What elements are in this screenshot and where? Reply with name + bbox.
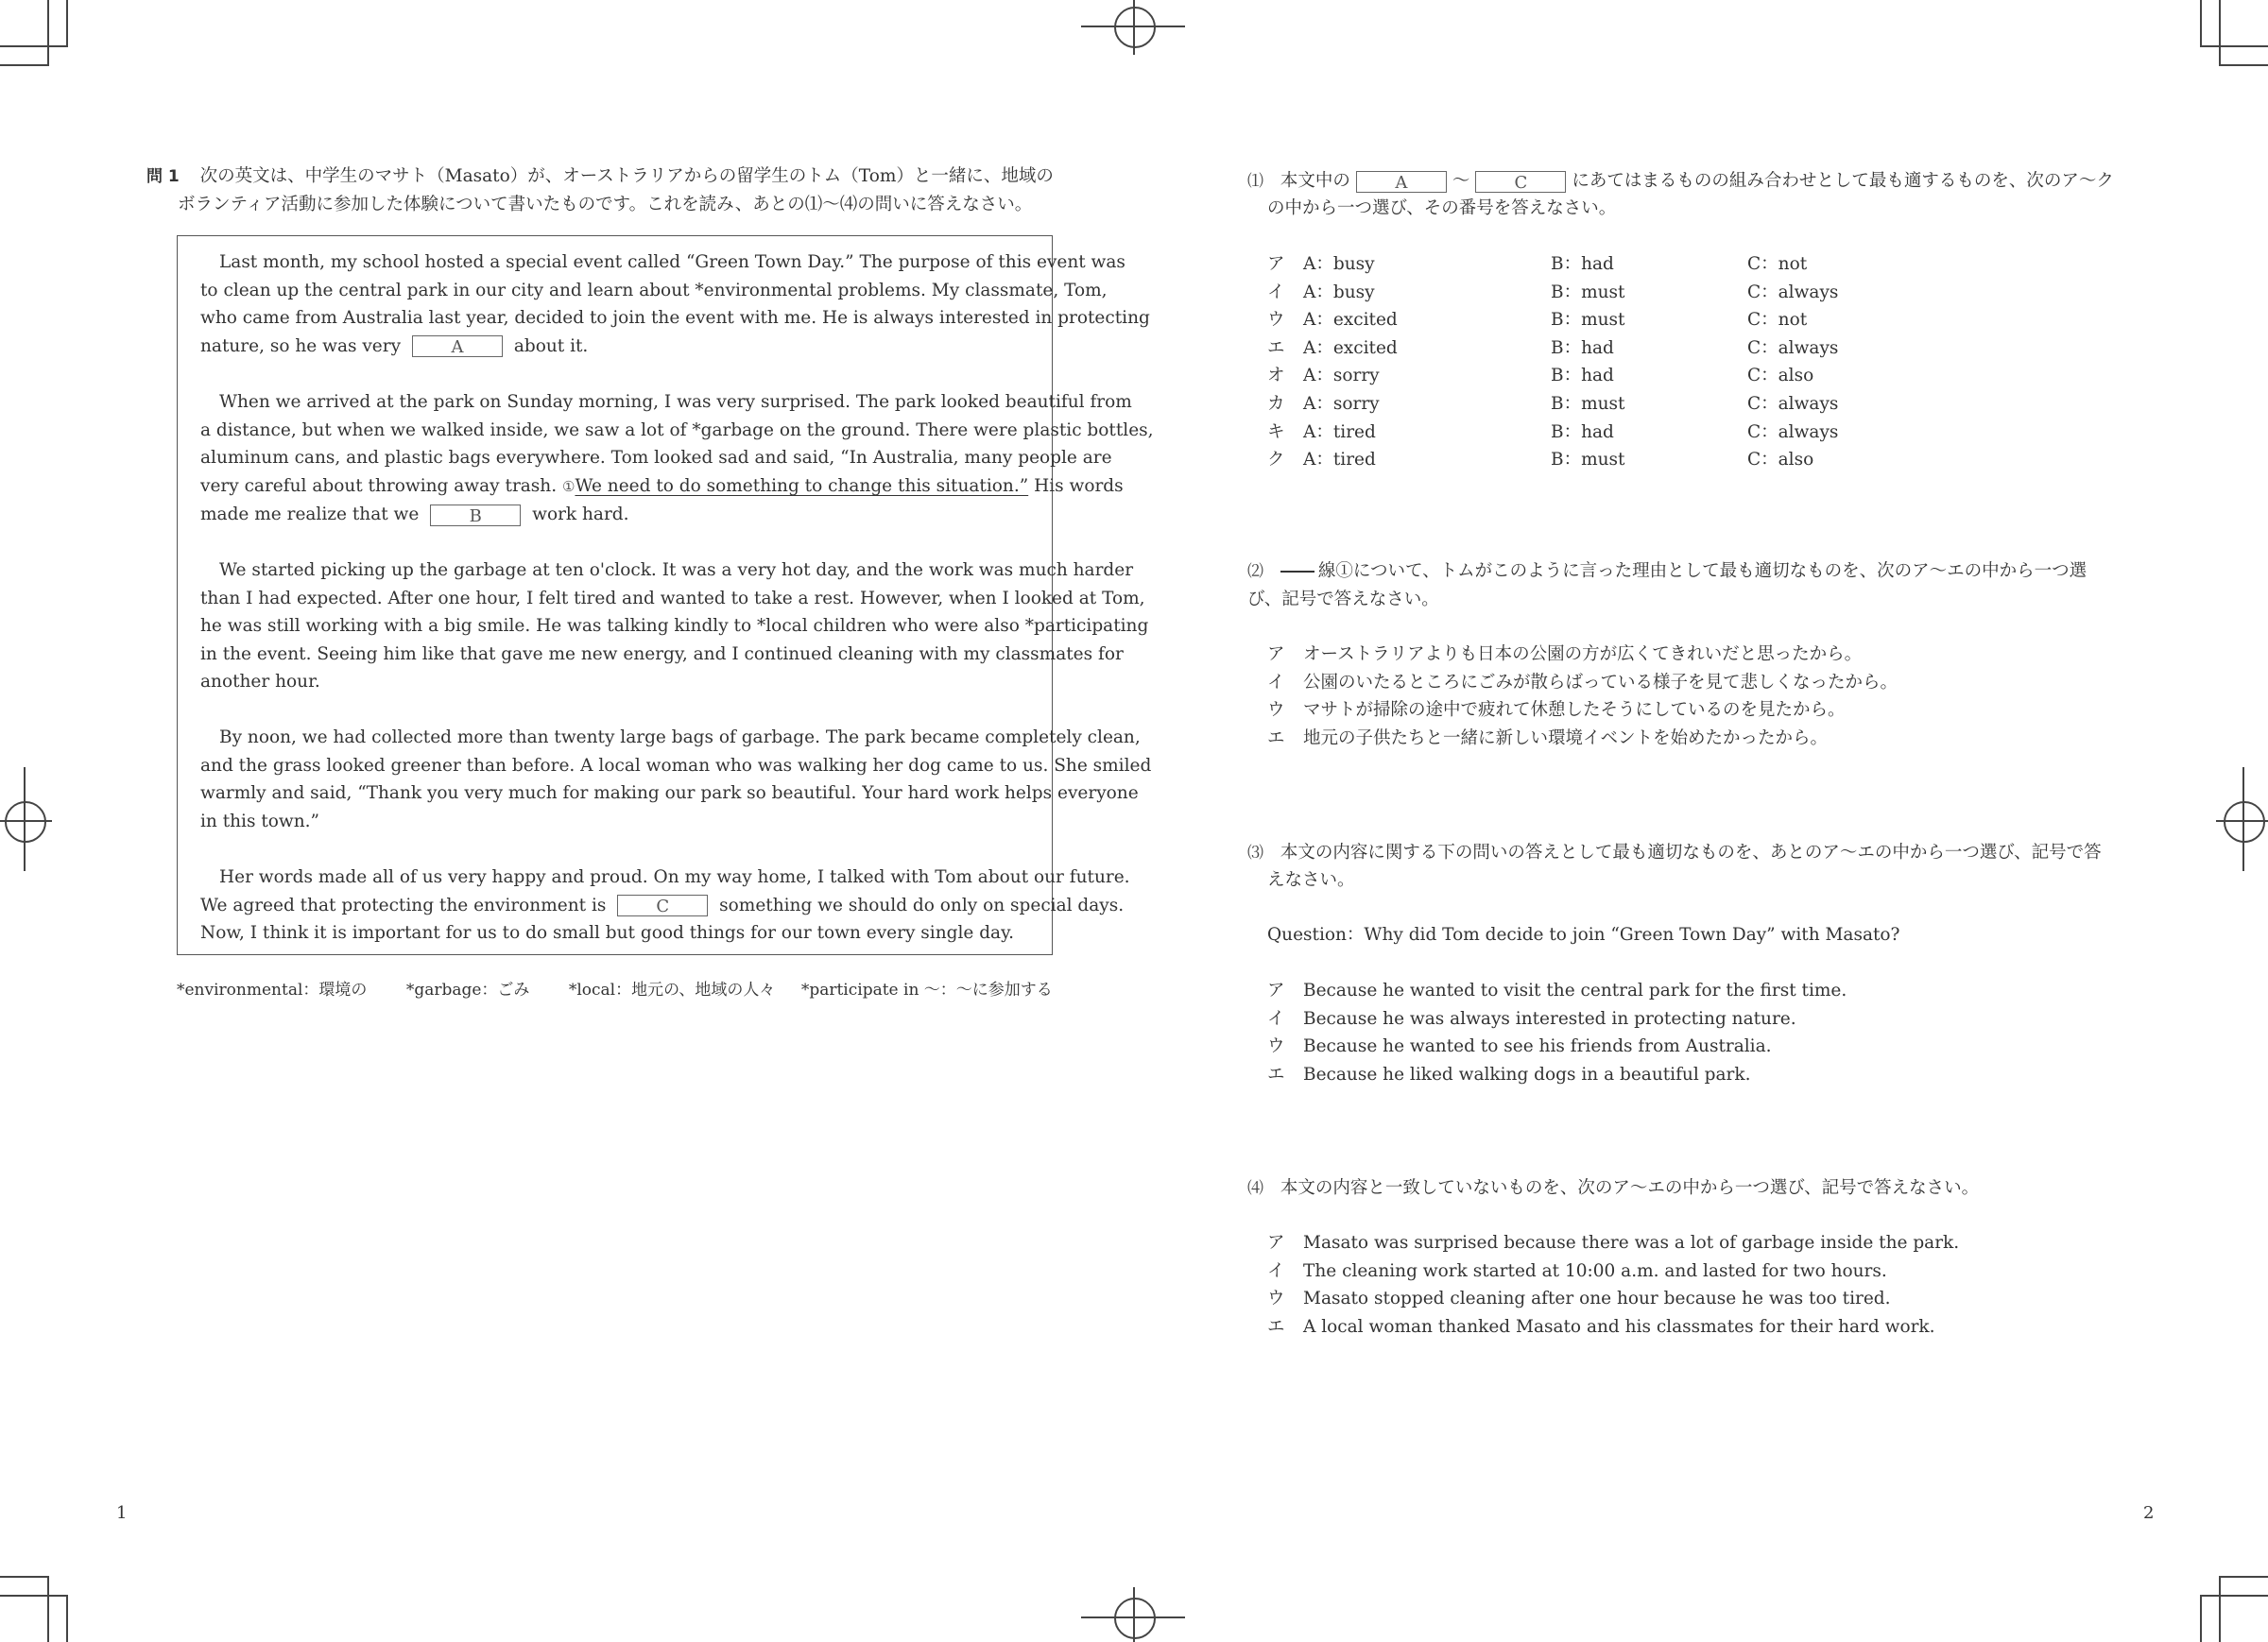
text: 本文中の: [1280, 171, 1350, 191]
passage-line: Last month, my school hosted a special event called “Green Town Day.” The purpose of this event was: [219, 252, 1125, 272]
blank-c-ref: C: [1475, 171, 1566, 193]
option-b: B：had: [1551, 366, 1614, 386]
answer-option: [1267, 279, 1838, 307]
footnote: *participate in 〜：〜に参加する: [800, 981, 1053, 1000]
subquestion-2: [1247, 557, 2087, 587]
subquestion-1: [1247, 167, 2114, 197]
underlined-sentence: We need to do something to change this situation.”: [575, 475, 1029, 496]
option-a: A：busy: [1303, 254, 1375, 274]
passage-line: than I had expected. After one hour, I felt tired and wanted to take a rest. However, when I looked at Tom,: [200, 588, 1145, 608]
option-b: B：had: [1551, 421, 1614, 442]
option-text: A local woman thanked Masato and his classmates for their hard work.: [1303, 1316, 1935, 1337]
passage-line: [200, 472, 1154, 502]
passage-line: [200, 501, 1154, 529]
option-label: エ: [1267, 727, 1285, 748]
blank-b: B: [430, 505, 521, 526]
blank-a-ref: A: [1356, 171, 1447, 193]
option-label: イ: [1267, 282, 1285, 302]
paragraph-1: [200, 248, 1150, 360]
page-number-right: 2: [2143, 1503, 2155, 1523]
passage-line: he was still working with a big smile. He was talking kindly to *local children who were also *participating: [200, 616, 1149, 637]
passage-line: who came from Australia last year, decided to join the event with me. He is always interested in protecting: [200, 308, 1150, 329]
question-1-header: [146, 162, 1054, 192]
page-number-left: 1: [116, 1503, 128, 1523]
answer-option: [1267, 725, 1828, 753]
option-c: C：not: [1747, 310, 1808, 331]
option-label: イ: [1267, 1260, 1285, 1281]
option-label: エ: [1267, 1316, 1285, 1337]
passage-line: Her words made all of us very happy and proud. On my way home, I talked with Tom about our future.: [219, 867, 1130, 887]
answer-option: [1267, 390, 1838, 419]
passage-line: By noon, we had collected more than twenty large bags of garbage. The park became completely clean,: [219, 727, 1141, 747]
answer-option: [1267, 977, 1847, 1005]
option-c: C：not: [1747, 254, 1808, 274]
option-label: ク: [1267, 450, 1285, 470]
option-label: カ: [1267, 394, 1285, 414]
text: We agreed that protecting the environment is: [200, 895, 607, 915]
answer-option: [1267, 446, 1813, 474]
option-c: C：also: [1747, 450, 1814, 470]
passage-line: another hour.: [200, 672, 320, 693]
subquestion-number: ⑵: [1247, 562, 1263, 581]
passage-line: warmly and said, “Thank you very much for making our park so beautiful. Your hard work helps everyone: [200, 783, 1139, 804]
option-a: A：excited: [1303, 337, 1398, 358]
option-text: 公園のいたるところにごみが散らばっている様子を見て悲しくなったから。: [1303, 672, 1899, 693]
text: 本文の内容に関する下の問いの答えとして最も適切なものを、あとのア〜エの中から一つ選び、記号で答: [1280, 843, 2102, 863]
blank-a: A: [412, 335, 503, 357]
option-a: A：sorry: [1303, 366, 1380, 386]
subquestion-number: ⑷: [1247, 1179, 1263, 1198]
paragraph-2: [200, 388, 1154, 529]
option-label: イ: [1267, 672, 1285, 693]
subquestion-3: [1247, 839, 2102, 868]
underline-marker-1: ①: [562, 477, 576, 495]
passage-line: and the grass looked greener than before. A local woman who was walking her dog came to us. She smiled: [200, 755, 1152, 776]
option-b: B：had: [1551, 337, 1614, 358]
answer-option: [1267, 641, 1862, 669]
option-label: ア: [1267, 1233, 1285, 1253]
option-label: オ: [1267, 366, 1285, 386]
subquestion-2-line2: び、記号で答えなさい。: [1247, 590, 1439, 609]
passage-line: We started picking up the garbage at ten o'clock. It was a very hot day, and the work was much harder: [219, 560, 1134, 580]
text: something we should do only on special days.: [719, 895, 1125, 915]
paragraph-5: [200, 864, 1130, 948]
subquestion-4: [1247, 1174, 1979, 1204]
option-text: Because he wanted to see his friends from Australia.: [1303, 1036, 1772, 1057]
question-number: 問 1: [146, 167, 180, 186]
passage-line: [200, 892, 1130, 920]
question-intro-line2: ボランティア活動に参加した体験について書いたものです。これを読み、あとの⑴〜⑷の問いに答えなさい。: [178, 195, 1033, 214]
blank-c: C: [617, 895, 708, 916]
option-a: A：sorry: [1303, 394, 1380, 414]
paragraph-3: [200, 556, 1148, 696]
text: にあてはまるものの組み合わせとして最も適するものを、次のア〜ク: [1572, 171, 2114, 191]
option-text: オーストラリアよりも日本の公園の方が広くてきれいだと思ったから。: [1303, 644, 1863, 664]
text: work hard.: [532, 505, 629, 525]
passage-line: [200, 333, 1150, 361]
option-text: マサトが掃除の途中で疲れて休憩したそうにしているのを見たから。: [1303, 700, 1846, 721]
option-label: キ: [1267, 421, 1285, 442]
option-label: エ: [1267, 1064, 1285, 1085]
option-text: The cleaning work started at 10:00 a.m. and lasted for two hours.: [1303, 1260, 1887, 1281]
option-text: Because he wanted to visit the central park for the first time.: [1303, 981, 1847, 1001]
option-text: 地元の子供たちと一緒に新しい環境イベントを始めたかったから。: [1303, 727, 1829, 748]
option-label: ウ: [1267, 1289, 1285, 1309]
option-label: イ: [1267, 1008, 1285, 1029]
footnote: *local：地元の、地域の人々: [568, 981, 776, 1000]
paragraph-4: [200, 724, 1151, 835]
passage-line: Now, I think it is important for us to do small but good things for our town every single day.: [200, 923, 1014, 944]
option-c: C：always: [1747, 394, 1839, 414]
option-text: Because he was always interested in protecting nature.: [1303, 1008, 1796, 1029]
option-b: B：must: [1551, 310, 1625, 331]
text: very careful about throwing away trash.: [200, 475, 558, 496]
underline-symbol: [1280, 571, 1314, 573]
passage-box: [177, 235, 1154, 955]
answer-option: [1267, 334, 1838, 363]
answer-option: [1267, 1005, 1796, 1034]
answer-option: [1267, 362, 1813, 390]
option-text: Masato was surprised because there was a lot of garbage inside the park.: [1303, 1233, 1960, 1253]
footnotes: [177, 976, 1053, 1000]
question-intro: 次の英文は、中学生のマサト（Masato）が、オーストラリアからの留学生のトム（Tom）と一緒に、地域の: [199, 166, 1054, 186]
subquestion-number: ⑴: [1247, 172, 1263, 191]
subquestion-number: ⑶: [1247, 844, 1263, 863]
option-text: Masato stopped cleaning after one hour because he was too tired.: [1303, 1289, 1891, 1309]
answer-option: [1267, 696, 1846, 725]
answer-option: [1267, 306, 1807, 334]
subquestion-3-line2: えなさい。: [1267, 870, 1355, 890]
passage-line: in the event. Seeing him like that gave me new energy, and I continued cleaning with my classmates for: [200, 643, 1124, 664]
option-b: B：had: [1551, 254, 1614, 274]
answer-option: [1267, 1313, 1935, 1342]
option-c: C：always: [1747, 337, 1839, 358]
text: 線①について、トムがこのように言った理由として最も適切なものを、次のア〜エの中から一つ選: [1317, 561, 2088, 581]
text: His words: [1028, 475, 1124, 496]
option-label: ア: [1267, 644, 1285, 664]
text: 〜: [1452, 171, 1470, 191]
answer-option: [1267, 1229, 1959, 1257]
option-text: Because he liked walking dogs in a beautiful park.: [1303, 1064, 1751, 1085]
option-a: A：busy: [1303, 282, 1375, 302]
footnote: *garbage：ごみ: [405, 981, 530, 1000]
option-a: A：tired: [1303, 450, 1376, 470]
text: nature, so he was very: [200, 335, 402, 356]
passage-line: to clean up the central park in our city and learn about *environmental problems. My classmate, Tom,: [200, 280, 1108, 300]
option-c: C：also: [1747, 366, 1814, 386]
option-b: B：must: [1551, 282, 1625, 302]
answer-option: [1267, 250, 1807, 279]
text: made me realize that we: [200, 505, 420, 525]
option-a: A：excited: [1303, 310, 1398, 331]
option-b: B：must: [1551, 394, 1625, 414]
option-a: A：tired: [1303, 421, 1376, 442]
answer-option: [1267, 1061, 1750, 1089]
option-label: ア: [1267, 981, 1285, 1001]
option-c: C：always: [1747, 421, 1839, 442]
option-label: ア: [1267, 254, 1285, 274]
passage-line: aluminum cans, and plastic bags everywhere. Tom looked sad and said, “In Australia, many people are: [200, 448, 1112, 469]
text: 本文の内容と一致していないものを、次のア〜エの中から一つ選び、記号で答えなさい。: [1280, 1178, 1980, 1198]
subquestion-3-question: Question：Why did Tom decide to join “Green Town Day” with Masato?: [1267, 925, 1900, 945]
subquestion-1-line2: の中から一つ選び、その番号を答えなさい。: [1267, 198, 1617, 218]
option-label: ウ: [1267, 700, 1285, 721]
answer-option: [1267, 1257, 1887, 1286]
text: about it.: [513, 335, 589, 356]
passage-line: When we arrived at the park on Sunday morning, I was very surprised. The park looked beautiful from: [219, 392, 1132, 412]
answer-option: [1267, 1285, 1891, 1313]
option-b: B：must: [1551, 450, 1625, 470]
passage-line: a distance, but when we walked inside, we saw a lot of *garbage on the ground. There were plastic bottles,: [200, 419, 1154, 440]
passage-line: in this town.”: [200, 811, 320, 831]
option-label: ウ: [1267, 1036, 1285, 1057]
option-c: C：always: [1747, 282, 1839, 302]
option-label: ウ: [1267, 310, 1285, 331]
footnote: *environmental：環境の: [177, 981, 368, 1000]
answer-option: [1267, 419, 1838, 447]
option-label: エ: [1267, 337, 1285, 358]
answer-option: [1267, 1033, 1772, 1061]
answer-option: [1267, 669, 1898, 697]
